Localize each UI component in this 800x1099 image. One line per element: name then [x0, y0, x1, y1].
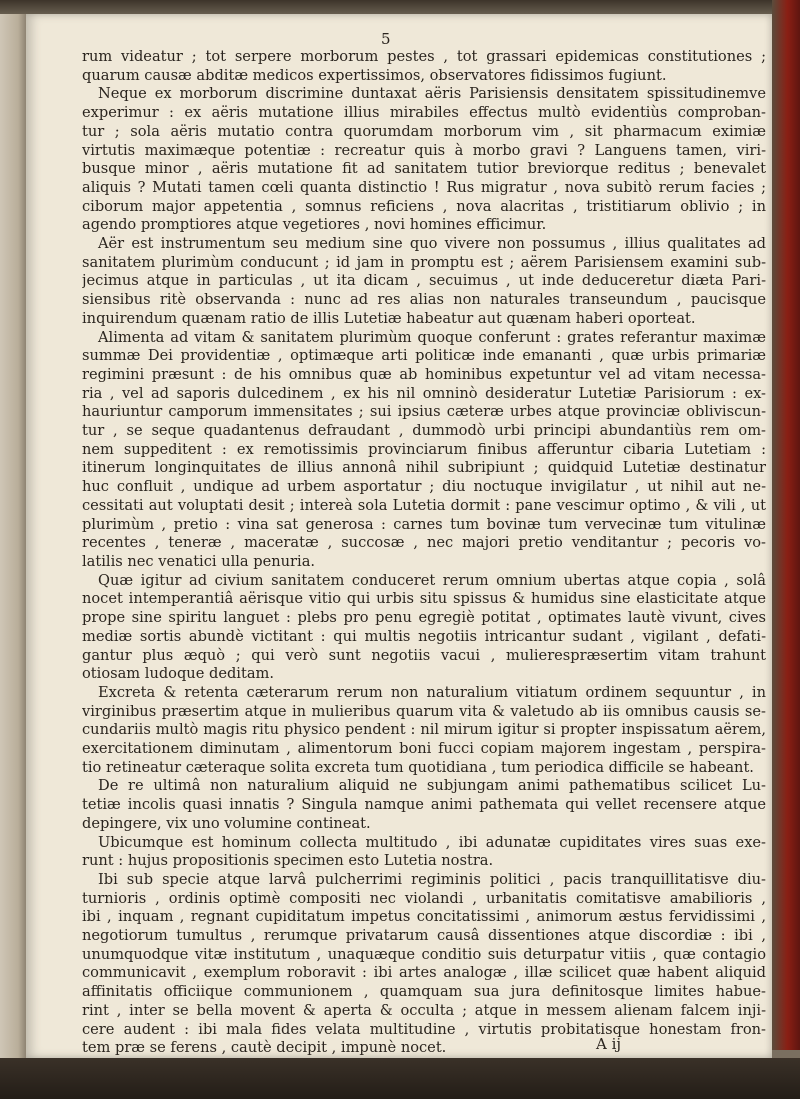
text-line: Aër est instrumentum seu medium sine quo vivere non possumus , illius qualitates ad: [98, 235, 766, 253]
text-line: virtutis maximæque potentiæ : recreatur quis à morbo gravi ? Languens tamen, viri-: [82, 141, 766, 159]
text-line: Alimenta ad vitam & sanitatem plurimùm quoque conferunt : grates referantur maximæ: [98, 328, 766, 346]
text-line: regimini præsunt : de his omnibus quæ ab hominibus expetuntur vel ad vitam necessa-: [82, 365, 766, 383]
book-cover-edge: [772, 0, 800, 1050]
page-number: 5: [381, 30, 391, 48]
text-line: mediæ sortis abundè victitant : qui multis negotiis intricantur sudant , vigilant , defati-: [82, 627, 766, 645]
text-line: turnioris , ordinis optimè compositi nec violandi , urbanitatis comitatisve amabilioris ,: [82, 889, 766, 907]
text-line: communicavit , exemplum roboravit : ibi artes analogæ , illæ scilicet quæ habent aliquid: [82, 964, 766, 982]
text-line: experimur : ex aëris mutatione illius mirabiles effectus multò evidentiùs comproban-: [82, 104, 766, 122]
text-line: nocet intemperantiâ aërisque vitio qui urbis situ spissus & humidus sine elasticitate atque: [82, 590, 766, 608]
text-line: unumquodque vitæ institutum , unaquæque conditio suis deturpatur vitiis , quæ contagio: [82, 945, 766, 963]
text-line: summæ Dei providentiæ , optimæque arti politicæ inde emananti , quæ urbis primariæ: [82, 347, 766, 365]
text-line: recentes , teneræ , maceratæ , succosæ , nec majori pretio venditantur ; pecoris vo-: [82, 534, 766, 552]
text-line: exercitationem diminutam , alimentorum boni fucci copiam majorem ingestam , perspira-: [82, 740, 766, 758]
text-line: virginibus præsertim atque in mulieribus quarum vita & valetudo ab iis omnibus causis se-: [82, 702, 766, 720]
text-line: tetiæ incolis quasi innatis ? Singula namque animi pathemata qui vellet recensere atque: [82, 796, 766, 814]
text-line: ibi , inquam , regnant cupiditatum impetus concitatissimi , animorum æstus fervidissimi ,: [82, 908, 766, 926]
text-line: agendo promptiores atque vegetiores , novi homines efficimur.: [82, 216, 547, 234]
text-line: tur , se seque quadantenus defraudant , dummodò urbi principi abundantiùs rem om-: [82, 422, 766, 440]
text-line: tur ; sola aëris mutatio contra quorumdam morborum vim , sit pharmacum eximiæ: [82, 122, 766, 140]
text-line: inquirendum quænam ratio de illis Lutetiæ habeatur aut quænam haberi oporteat.: [82, 309, 696, 327]
text-line: Excreta & retenta cæterarum rerum non naturalium vitiatum ordinem sequuntur , in: [98, 683, 766, 701]
text-line: tem præ se ferens , cautè decipit , impunè nocet.: [82, 1039, 447, 1057]
text-line: gantur plus æquò ; qui verò sunt negotiis vacui , mulierespræsertim vitam trahunt: [82, 646, 766, 664]
book-bottom-edge: [0, 1058, 800, 1099]
text-line: affinitatis officiique communionem , quamquam sua jura definitosque limites habue-: [82, 983, 766, 1001]
text-line: latilis nec venatici ulla penuria.: [82, 552, 316, 570]
text-line: depingere, vix uno volumine contineat.: [82, 814, 371, 832]
book-page: [26, 14, 772, 1058]
text-line: plurimùm , pretio : vina sat generosa : carnes tum bovinæ tum vervecinæ tum vitulinæ: [82, 515, 766, 533]
text-line: siensibus ritè observanda : nunc ad res alias non naturales transeundum , paucisque: [82, 291, 766, 309]
text-line: Neque ex morborum discrimine duntaxat aëris Parisiensis densitatem spissitudinemve: [98, 85, 766, 103]
text-line: runt : hujus propositionis specimen esto Lutetia nostra.: [82, 852, 494, 870]
text-line: nem suppeditent : ex remotissimis provinciarum finibus afferuntur cibaria Lutetiam :: [82, 440, 766, 458]
text-line: jecimus atque in particulas , ut ita dicam , secuimus , ut inde deduceretur diæta Pari-: [82, 272, 766, 290]
text-line: itinerum longinquitates de illius annonâ nihil subripiunt ; quidquid Lutetiæ destinatur: [82, 459, 766, 477]
text-line: Ubicumque est hominum collecta multitudo , ibi adunatæ cupiditates vires suas exe-: [98, 833, 766, 851]
text-line: ria , vel ad saporis dulcedinem , ex his nil omninò desideratur Lutetiæ Parisiorum : ex-: [82, 384, 766, 402]
text-line: busque minor , aëris mutatione fit ad sanitatem tutior breviorque reditus ; benevalet: [82, 160, 766, 178]
text-line: rint , inter se bella movent & aperta & occulta ; atque in messem alienam falcem inji-: [82, 1001, 766, 1019]
text-line: quarum causæ abditæ medicos expertissimos, observatores fidissimos fugiunt.: [82, 66, 667, 84]
text-line: prope sine spiritu languet : plebs pro penu egregiè potitat , optimates lautè vivunt, cives: [82, 609, 766, 627]
text-line: cere audent : ibi mala fides velata multitudine , virtutis probitatisque honestam fron-: [82, 1020, 766, 1038]
text-line: sanitatem plurimùm conducunt ; id jam in promptu est ; aërem Parisiensem examini sub-: [82, 253, 766, 271]
text-line: tio retineatur cæteraque solita excreta tum quotidiana , tum periodica difficile se habeant.: [82, 758, 754, 776]
signature-mark: A ij: [596, 1035, 622, 1053]
text-line: Ibi sub specie atque larvâ pulcherrimi regiminis politici , pacis tranquillitatisve diu-: [98, 870, 766, 888]
text-line: rum videatur ; tot serpere morborum pestes , tot grassari epidemicas constitutiones ;: [82, 48, 766, 65]
text-line: otiosam ludoque deditam.: [82, 665, 275, 683]
text-line: hauriuntur camporum immensitates ; sui ipsius cæteræ urbes atque provinciæ obliviscun-: [82, 403, 766, 421]
text-line: Quæ igitur ad civium sanitatem conduceret rerum omnium ubertas atque copia , solâ: [98, 571, 766, 589]
text-line: aliquis ? Mutati tamen cœli quanta distinctio ! Rus migratur , nova subitò rerum facies ;: [82, 178, 766, 196]
book-gutter: [0, 14, 26, 1059]
page-text: [82, 48, 766, 1095]
text-line: huc confluit , undique ad urbem asportatur ; diu noctuque invigilatur , ut nihil aut ne-: [82, 478, 766, 496]
text-line: cundariis multò magis ritu physico pendent : nil mirum igitur si propter inspissatum aërem,: [82, 721, 766, 739]
text-line: De re ultimâ non naturalium aliquid ne subjungam animi pathematibus scilicet Lu-: [98, 777, 766, 795]
text-line: negotiorum tumultus , rerumque privatarum causâ dissentiones atque discordiæ : ibi ,: [82, 927, 766, 945]
text-line: cessitati aut voluptati desit ; intereà sola Lutetia dormit : pane vescimur optimo , & vili , ut: [82, 496, 766, 514]
text-line: ciborum major appetentia , somnus reficiens , nova alacritas , tristitiarum oblivio ; in: [82, 197, 766, 215]
